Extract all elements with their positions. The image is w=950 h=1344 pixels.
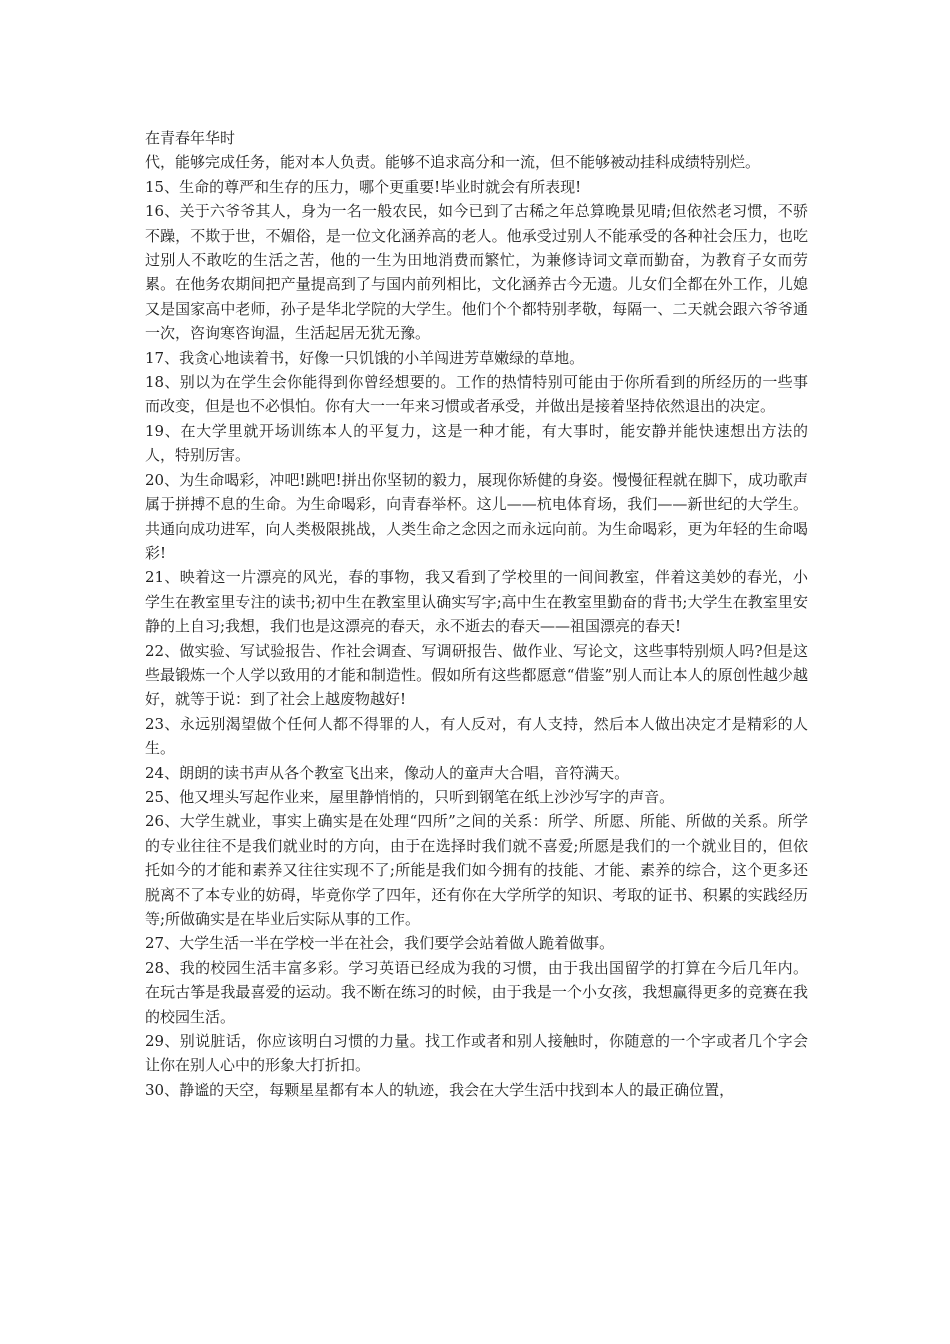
paragraph-26: 26、大学生就业，事实上确实是在处理“四所”之间的关系：所学、所愿、所能、所做的关系。所学的专业往往不是我们就业时的方向，由于在选择时我们就不喜爱;所愿是我们的一个就业目的，但依托如今的才能和素养又往往实现不了;所能是我们如今拥有的技能、才能、素养的综合，这个更多还脱离不了本专业的妨碍，毕竟你学了四年，还有你在大学所学的知识、考取的证书、积累的实践经历等;所做确实是在毕业后实际从事的工作。 <box>145 812 808 928</box>
paragraph-17: 17、我贪心地读着书，好像一只饥饿的小羊闯进芳草嫩绿的草地。 <box>145 348 585 367</box>
paragraph-21: 21、映着这一片漂亮的风光，春的事物，我又看到了学校里的一间间教室，伴着这美妙的春光，小学生在教室里专注的读书;初中生在教室里认确实写字;高中生在教室里勤奋的背书;大学生在教室里安静的上自习;我想，我们也是这漂亮的春天，永不逝去的春天——祖国漂亮的春天! <box>145 568 808 636</box>
document-title: 在青春年华时 <box>145 129 236 147</box>
paragraph-15: 15、生命的尊严和生存的压力，哪个更重要!毕业时就会有所表现! <box>145 177 582 196</box>
paragraph-18: 18、别以为在学生会你能得到你曾经想要的。工作的热情特别可能由于你所看到的所经历的一些事而改变，但是也不必惧怕。你有大一一年来习惯或者承受，并做出是接着坚持依然退出的决定。 <box>145 373 808 416</box>
paragraph-20: 20、为生命喝彩，冲吧!跳吧!拼出你坚韧的毅力，展现你矫健的身姿。慢慢征程就在脚下，成功歌声属于拼搏不息的生命。为生命喝彩，向青春举杯。这儿——杭电体育场，我们——新世纪的大学生。共通向成功进军，向人类极限挑战，人类生命之念因之而永远向前。为生命喝彩，更为年轻的生命喝彩! <box>145 470 808 562</box>
paragraph-24: 24、朗朗的读书声从各个教室飞出来，像动人的童声大合唱，音符满天。 <box>145 763 630 782</box>
paragraph-25: 25、他又埋头写起作业来，屋里静悄悄的，只听到钢笔在纸上沙沙写字的声音。 <box>145 787 675 806</box>
paragraph-23: 23、永远别渴望做个任何人都不得罪的人，有人反对，有人支持，然后本人做出决定才是精彩的人生。 <box>145 714 808 758</box>
paragraph: 代，能够完成任务，能对本人负责。能够不追求高分和一流，但不能够被动挂科成绩特别烂。 <box>145 153 761 172</box>
paragraph-19: 19、在大学里就开场训练本人的平复力，这是一种才能，有大事时，能安静并能快速想出方法的人，特别厉害。 <box>145 421 808 465</box>
paragraph-22: 22、做实验、写试验报告、作社会调查、写调研报告、做作业、写论文，这些事特别烦人吗?但是这些最锻炼一个人学以致用的才能和制造性。假如所有这些都愿意“借鉴”别人而让本人的原创性越少越好，就等于说：到了社会上越废物越好! <box>145 641 808 709</box>
paragraph-27: 27、大学生活一半在学校一半在社会，我们要学会站着做人跪着做事。 <box>145 934 615 953</box>
document-page <box>145 126 808 1102</box>
paragraph-29: 29、别说脏话，你应该明白习惯的力量。找工作或者和别人接触时，你随意的一个字或者几个字会让你在别人心中的形象大打折扣。 <box>145 1032 808 1075</box>
paragraph-28: 28、我的校园生活丰富多彩。学习英语已经成为我的习惯，由于我出国留学的打算在今后几年内。在玩古筝是我最喜爱的运动。我不断在练习的时候，由于我是一个小女孩，我想赢得更多的竞赛在我的校园生活。 <box>145 958 808 1026</box>
paragraph-30: 30、静谧的天空，每颗星星都有本人的轨迹，我会在大学生活中找到本人的最正确位置， <box>145 1080 735 1099</box>
paragraph-16: 16、关于六爷爷其人，身为一名一般农民，如今已到了古稀之年总算晚景见晴;但依然老习惯，不骄不躁，不欺于世，不媚俗，是一位文化涵养高的老人。他承受过别人不能承受的各种社会压力，也吃过别人不敢吃的生活之苦，他的一生为田地消费而繁忙，为兼修诗词文章而勤奋，为教育子女而劳累。在他务农期间把产量提高到了与国内前列相比，文化涵养古今无遗。儿女们全都在外工作，儿媳又是国家高中老师，孙子是华北学院的大学生。他们个个都特别孝敬，每隔一、二天就会跟六爷爷通一次，咨询寒咨询温，生活起居无犹无豫。 <box>145 202 808 343</box>
